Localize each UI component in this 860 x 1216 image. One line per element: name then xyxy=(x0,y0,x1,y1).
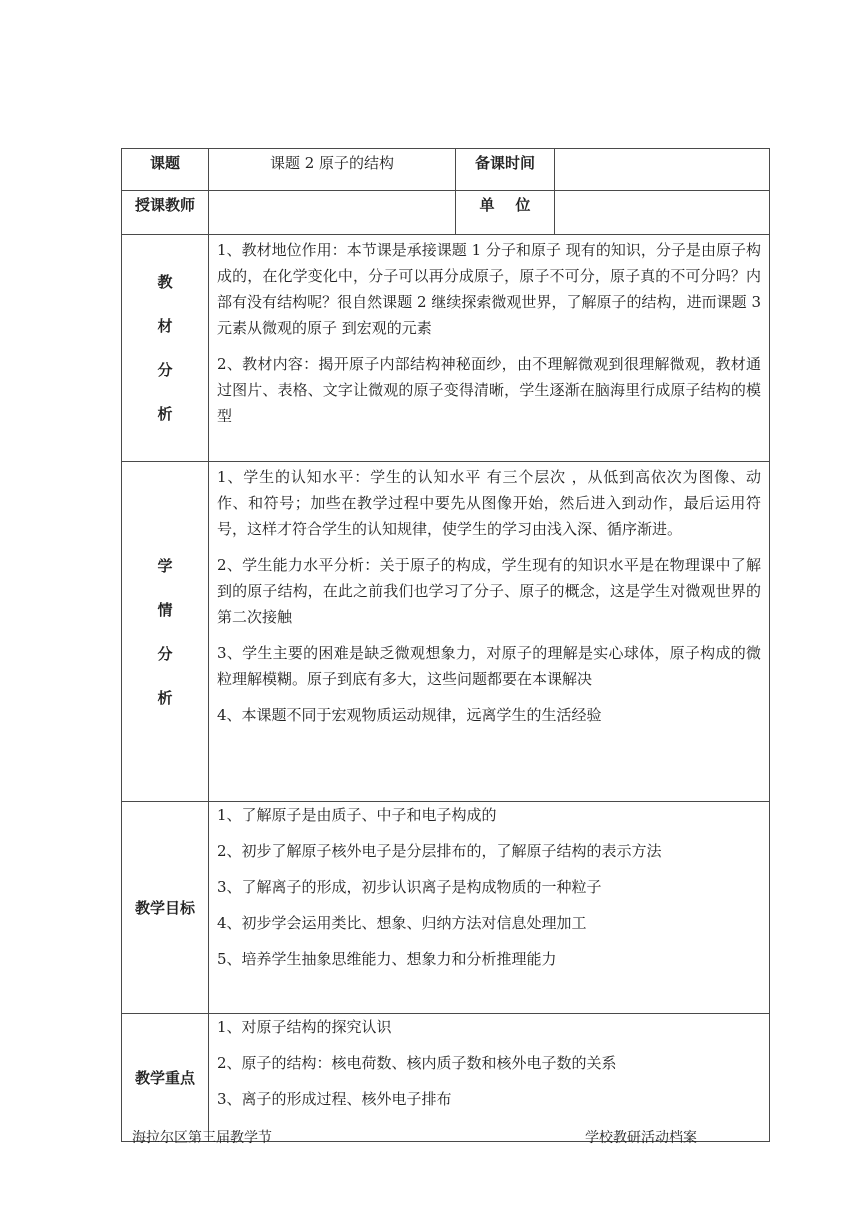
lesson-plan-table xyxy=(121,148,770,1142)
student-analysis-paragraph: 3、学生主要的困难是缺乏微观想象力，对原子的理解是实心球体，原子构成的微粒理解模糊。原子到底有多大，这些问题都要在本课解决 xyxy=(217,644,761,688)
teaching-goal-item: 2、初步了解原子核外电子是分层排布的，了解原子结构的表示方法 xyxy=(217,842,662,860)
teacher-value xyxy=(209,191,456,235)
unit-label: 单 位 xyxy=(456,191,555,235)
footer-right-text: 学校教研活动档案 xyxy=(585,1130,697,1146)
student-analysis-paragraph: 1、学生的认知水平：学生的认知水平 有三个层次 ，从低到高依次为图像、动作、和符号；加些在教学过程中要先从图像开始，然后进入到动作，最后运用符号，这样才符合学生的认知规律，使学生的学习由浅入深、循序渐进。 xyxy=(217,468,761,538)
student-analysis-label-char: 析 xyxy=(157,688,173,707)
student-analysis-label-char: 情 xyxy=(157,600,173,619)
material-analysis-label-char: 教 xyxy=(157,273,173,291)
material-analysis-label-char: 材 xyxy=(157,317,173,335)
row-teacher xyxy=(122,191,770,235)
prep-time-value xyxy=(555,149,770,191)
student-analysis-paragraph: 4、本课题不同于宏观物质运动规律，远离学生的生活经验 xyxy=(217,706,602,724)
teaching-focus-item: 2、原子的结构：核电荷数、核内质子数和核外电子数的关系 xyxy=(217,1054,617,1072)
material-analysis-label xyxy=(122,235,209,462)
teacher-label: 授课教师 xyxy=(122,191,209,235)
teaching-focus-label: 教学重点 xyxy=(122,1014,209,1142)
student-analysis-label-char: 学 xyxy=(157,556,173,575)
row-material-analysis xyxy=(122,235,770,462)
prep-time-label: 备课时间 xyxy=(456,149,555,191)
row-topic xyxy=(122,149,770,191)
material-analysis-paragraph: 2、教材内容：揭开原子内部结构神秘面纱，由不理解微观到很理解微观，教材通过图片、表格、文字让微观的原子变得清晰，学生逐渐在脑海里行成原子结构的模型 xyxy=(217,355,761,425)
teaching-goal-item: 4、初步学会运用类比、想象、归纳方法对信息处理加工 xyxy=(217,914,587,932)
teaching-goal-item: 3、了解离子的形成，初步认识离子是构成物质的一种粒子 xyxy=(217,878,602,896)
material-analysis-label-char: 分 xyxy=(157,361,173,379)
teaching-focus-item: 3、离子的形成过程、核外电子排布 xyxy=(217,1090,452,1108)
row-teaching-goals xyxy=(122,802,770,1014)
unit-value xyxy=(555,191,770,235)
row-teaching-focus xyxy=(122,1014,770,1142)
teaching-goals-label: 教学目标 xyxy=(122,802,209,1014)
footer-left-text: 海拉尔区第三届教学节 xyxy=(132,1130,272,1146)
material-analysis-label-char: 析 xyxy=(157,405,173,423)
topic-value: 课题 2 原子的结构 xyxy=(209,149,456,191)
material-analysis-paragraph: 1、教材地位作用：本节课是承接课题 1 分子和原子 现有的知识，分子是由原子构成的，在化学变化中，分子可以再分成原子，原子不可分，原子真的不可分吗？内部有没有结构呢？很自然课题 2 继续探索微观世界，了解原子的结构，进而课题 3 元素从微观的原子 到宏观的元素 xyxy=(217,241,761,337)
student-analysis-paragraph: 2、学生能力水平分析：关于原子的构成，学生现有的知识水平是在物理课中了解到的原子结构，在此之前我们也学习了分子、原子的概念，这是学生对微观世界的第二次接触 xyxy=(217,556,761,626)
teaching-goal-item: 5、培养学生抽象思维能力、想象力和分析推理能力 xyxy=(217,950,557,968)
teaching-focus-content xyxy=(209,1014,770,1142)
material-analysis-content xyxy=(209,235,770,462)
topic-label: 课题 xyxy=(122,149,209,191)
teaching-goals-content xyxy=(209,802,770,1014)
teaching-focus-item: 1、对原子结构的探究认识 xyxy=(217,1018,392,1036)
row-student-analysis xyxy=(122,462,770,802)
student-analysis-label xyxy=(122,462,209,802)
student-analysis-label-char: 分 xyxy=(157,644,173,663)
teaching-goal-item: 1、了解原子是由质子、中子和电子构成的 xyxy=(217,806,497,824)
student-analysis-content xyxy=(209,462,770,802)
